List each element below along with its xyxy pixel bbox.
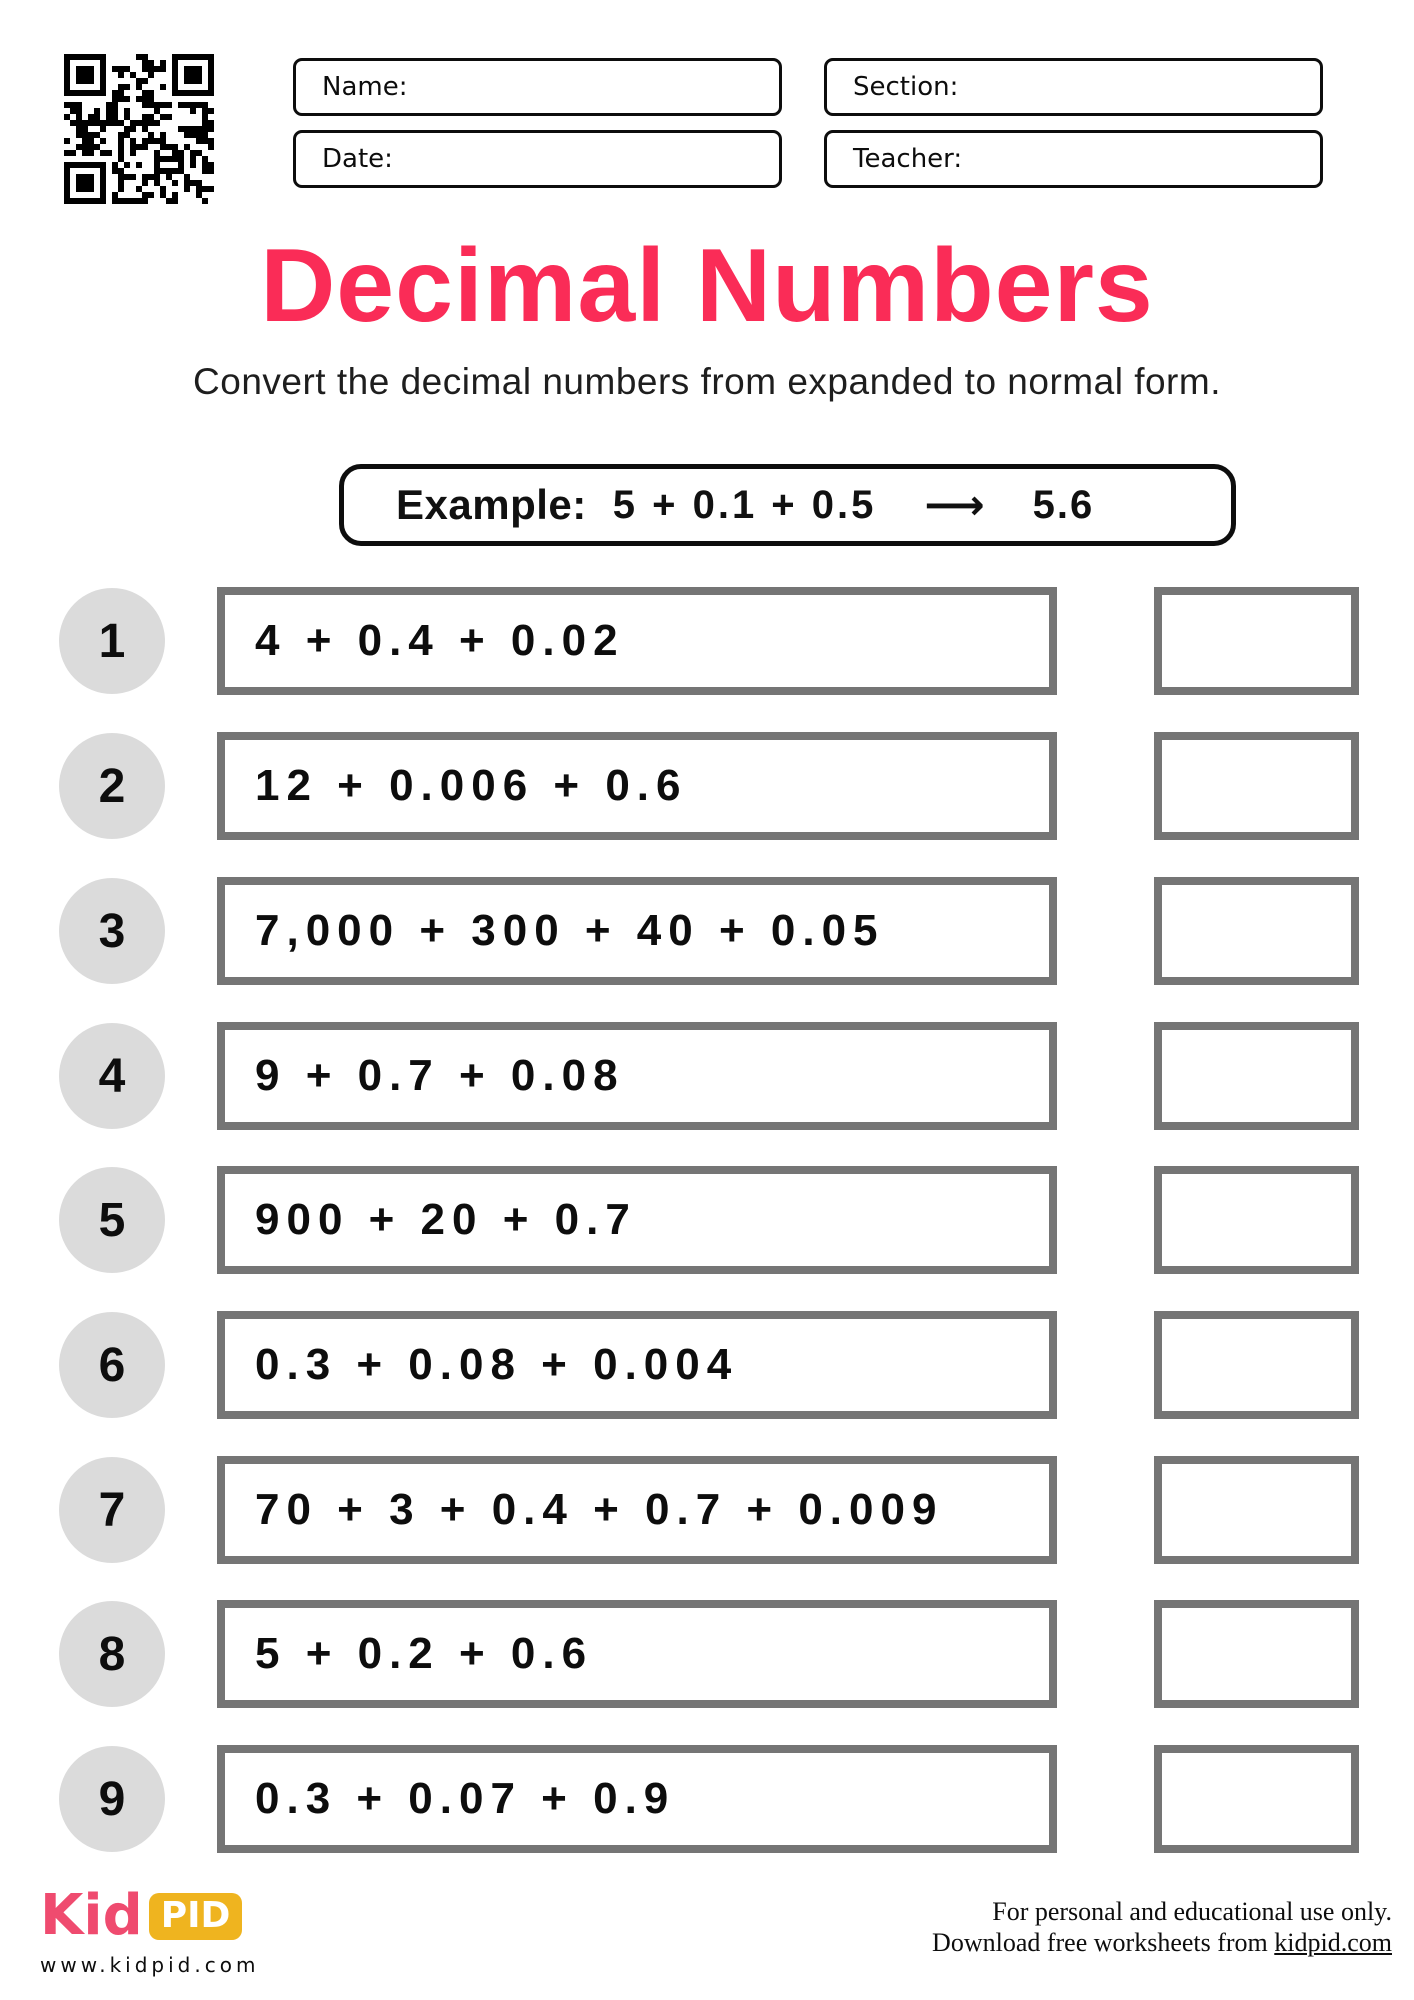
example-label: Example: (396, 481, 587, 528)
teacher-field-label: Teacher: (853, 144, 963, 174)
answer-input-box[interactable] (1154, 1456, 1359, 1564)
problem-row (0, 732, 1414, 840)
usage-note-line1: For personal and educational use only. (992, 1897, 1392, 1926)
answer-input-box[interactable] (1154, 1166, 1359, 1274)
problem-number: 4 (98, 1049, 126, 1103)
answer-input-box[interactable] (1154, 732, 1359, 840)
problem-expression: 70 + 3 + 0.4 + 0.7 + 0.009 (255, 1485, 944, 1534)
problem-row (0, 1022, 1414, 1130)
problem-expression-box (217, 1166, 1057, 1274)
section-field-label: Section: (853, 72, 959, 102)
problem-expression-box (217, 1745, 1057, 1853)
problem-row (0, 1745, 1414, 1853)
instructions-text: Convert the decimal numbers from expanded to normal form. (193, 361, 1221, 402)
problem-expression: 9 + 0.7 + 0.08 (255, 1051, 625, 1100)
problem-expression: 7,000 + 300 + 40 + 0.05 (255, 906, 885, 955)
problem-expression-box (217, 1022, 1057, 1130)
answer-input-box[interactable] (1154, 877, 1359, 985)
answer-input-box[interactable] (1154, 1022, 1359, 1130)
problem-expression: 0.3 + 0.07 + 0.9 (255, 1774, 676, 1823)
name-field-label: Name: (322, 72, 408, 102)
teacher-field[interactable] (824, 130, 1323, 188)
usage-note (932, 1896, 1392, 1958)
kidpid-logo (40, 1883, 260, 1977)
problem-row (0, 877, 1414, 985)
problem-expression-box (217, 587, 1057, 695)
problem-number: 1 (98, 614, 126, 668)
problem-number-badge (59, 733, 165, 839)
problem-number-badge (59, 878, 165, 984)
answer-input-box[interactable] (1154, 587, 1359, 695)
problem-number-badge (59, 1167, 165, 1273)
problem-expression: 5 + 0.2 + 0.6 (255, 1629, 594, 1678)
problem-expression: 0.3 + 0.08 + 0.004 (255, 1340, 739, 1389)
problem-number-badge (59, 1457, 165, 1563)
logo-text-pid: PID (149, 1893, 243, 1940)
problem-number-badge (59, 1746, 165, 1852)
problem-number-badge (59, 588, 165, 694)
page-title: Decimal Numbers (260, 228, 1154, 344)
problem-expression-box (217, 732, 1057, 840)
date-field[interactable] (293, 130, 782, 188)
problem-number-badge (59, 1312, 165, 1418)
problem-number-badge (59, 1601, 165, 1707)
problem-row (0, 1311, 1414, 1419)
problem-row (0, 1456, 1414, 1564)
answer-input-box[interactable] (1154, 1745, 1359, 1853)
problem-expression-box (217, 877, 1057, 985)
kidpid-link[interactable]: kidpid.com (1274, 1928, 1392, 1957)
problem-expression: 12 + 0.006 + 0.6 (255, 761, 688, 810)
date-field-label: Date: (322, 144, 393, 174)
problem-number: 9 (98, 1772, 126, 1826)
section-field[interactable] (824, 58, 1323, 116)
problem-number: 2 (98, 759, 126, 813)
problem-number-badge (59, 1023, 165, 1129)
example-box (339, 464, 1236, 546)
usage-note-line2: Download free worksheets from kidpid.com (932, 1928, 1392, 1957)
right-arrow-icon: ⟶ (924, 480, 985, 529)
problem-row (0, 587, 1414, 695)
example-result: 5.6 (1032, 482, 1095, 527)
problem-number: 3 (98, 904, 126, 958)
name-field[interactable] (293, 58, 782, 116)
problem-expression-box (217, 1456, 1057, 1564)
logo-text-kid: Kid (40, 1883, 143, 1948)
problem-row (0, 1600, 1414, 1708)
problem-expression: 900 + 20 + 0.7 (255, 1195, 637, 1244)
answer-input-box[interactable] (1154, 1600, 1359, 1708)
problem-number: 6 (98, 1338, 126, 1392)
problem-expression-box (217, 1600, 1057, 1708)
problem-number: 8 (98, 1627, 126, 1681)
problem-number: 5 (98, 1193, 126, 1247)
problem-row (0, 1166, 1414, 1274)
example-expression: 5 + 0.1 + 0.5 (612, 482, 877, 527)
problem-expression-box (217, 1311, 1057, 1419)
website-url: www.kidpid.com (40, 1953, 260, 1977)
qr-code (64, 54, 216, 206)
answer-input-box[interactable] (1154, 1311, 1359, 1419)
problem-number: 7 (98, 1483, 126, 1537)
problem-expression: 4 + 0.4 + 0.02 (255, 616, 625, 665)
